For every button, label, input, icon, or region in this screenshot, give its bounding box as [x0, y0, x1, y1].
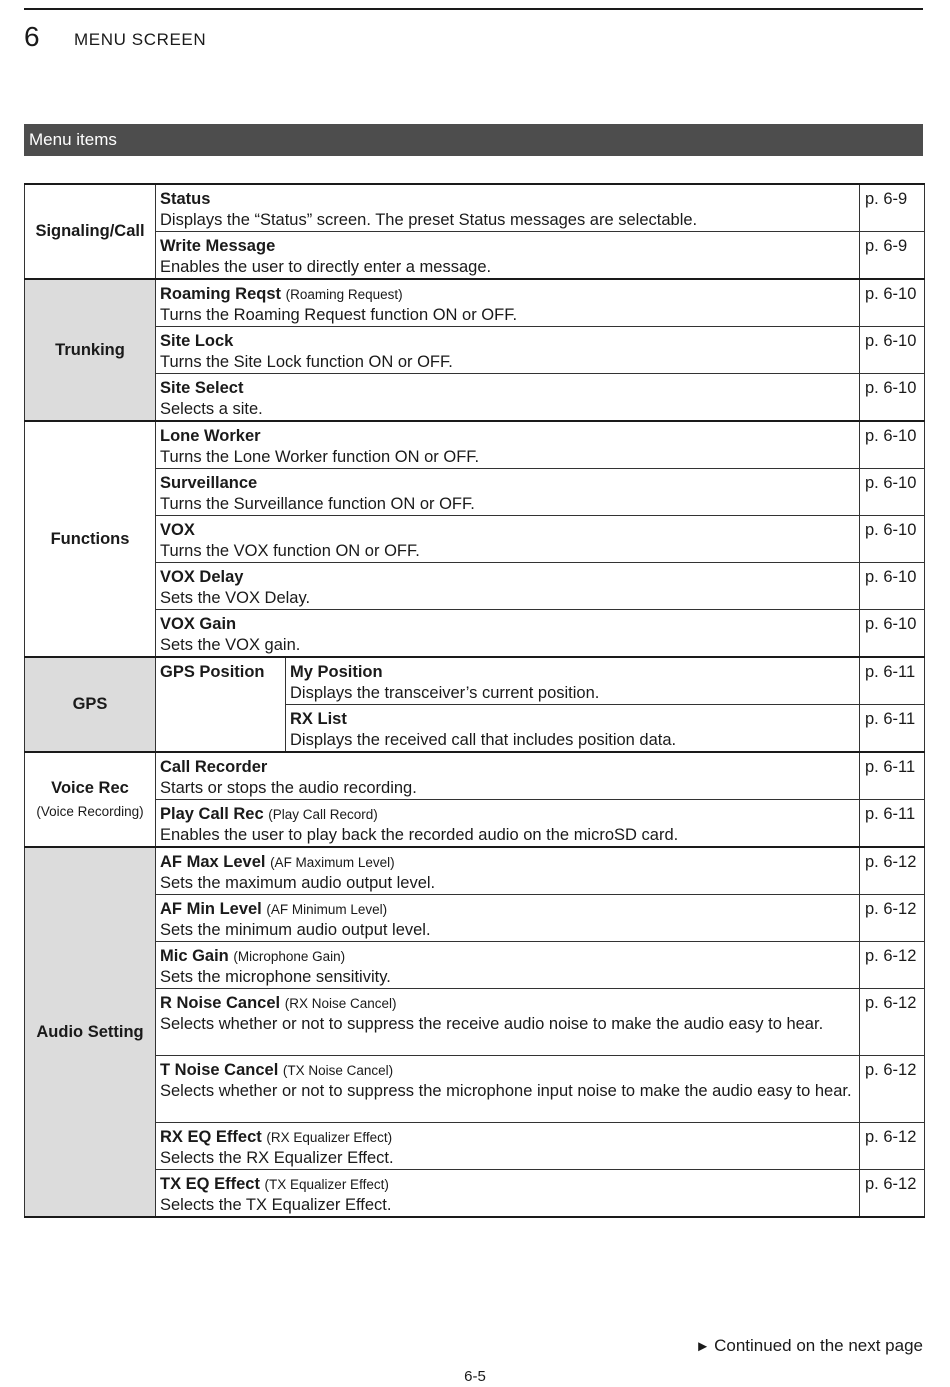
page-ref: p. 6-12: [860, 895, 925, 942]
menu-row: [25, 516, 925, 563]
page-ref: p. 6-10: [860, 327, 925, 374]
item-description: Turns the Lone Worker function ON or OFF.: [160, 448, 480, 466]
item-description: Sets the maximum audio output level.: [160, 874, 436, 892]
menu-row: [25, 942, 925, 989]
item-description: Sets the minimum audio output level.: [160, 921, 431, 939]
menu-item: [156, 1170, 860, 1218]
page-ref: p. 6-10: [860, 279, 925, 327]
menu-item: [156, 279, 860, 327]
item-description: Starts or stops the audio recording.: [160, 779, 417, 797]
item-note: (AF Minimum Level): [266, 902, 388, 917]
menu-row: [25, 989, 925, 1056]
section-title: Menu items: [24, 124, 923, 156]
menu-row: [25, 1170, 925, 1218]
item-note: (RX Noise Cancel): [284, 996, 397, 1011]
item-description: Enables the user to play back the recorded audio on the microSD card.: [160, 826, 679, 844]
item-name: VOX Delay: [160, 568, 244, 586]
item-description: Turns the VOX function ON or OFF.: [160, 542, 420, 560]
menu-item: [156, 421, 860, 469]
menu-item: [156, 847, 860, 895]
item-name: Lone Worker: [160, 427, 261, 445]
menu-item: [286, 705, 860, 753]
top-rule: [24, 8, 923, 10]
item-description: Turns the Surveillance function ON or OFF.: [160, 495, 475, 513]
item-description: Displays the received call that includes position data.: [290, 731, 677, 749]
item-description: Sets the VOX gain.: [160, 636, 301, 654]
item-note: (TX Equalizer Effect): [264, 1177, 389, 1192]
item-name: R Noise Cancel: [160, 994, 281, 1012]
item-description: Selects the TX Equalizer Effect.: [160, 1196, 392, 1214]
menu-item: [156, 800, 860, 848]
item-name: AF Max Level: [160, 853, 266, 871]
page-ref: p. 6-12: [860, 847, 925, 895]
page-ref: p. 6-11: [860, 657, 925, 705]
item-name: Play Call Rec: [160, 805, 264, 823]
item-description: Selects whether or not to suppress the microphone input noise to make the audio easy to hear.: [160, 1082, 852, 1100]
menu-item: [286, 657, 860, 705]
page-ref: p. 6-9: [860, 232, 925, 280]
group-label: Signaling/Call: [25, 184, 156, 279]
item-name: Surveillance: [160, 474, 258, 492]
group-label: Functions: [25, 421, 156, 657]
item-note: (RX Equalizer Effect): [266, 1130, 393, 1145]
page-ref: p. 6-11: [860, 752, 925, 800]
group-label: Voice Rec (Voice Recording): [25, 752, 156, 847]
group-label: Trunking: [25, 279, 156, 421]
page-ref: p. 6-9: [860, 184, 925, 232]
menu-row: [25, 1056, 925, 1123]
menu-items-table: [24, 183, 925, 1218]
item-name: RX EQ Effect: [160, 1128, 262, 1146]
menu-item: [156, 563, 860, 610]
group-signaling-call: [25, 184, 925, 279]
continued-note: ► Continued on the next page: [695, 1336, 923, 1355]
chapter-title: MENU SCREEN: [74, 30, 207, 49]
item-name: RX List: [290, 710, 347, 728]
menu-item: [156, 184, 860, 232]
item-name: Mic Gain: [160, 947, 229, 965]
item-description: Turns the Site Lock function ON or OFF.: [160, 353, 453, 371]
item-description: Turns the Roaming Request function ON or OFF.: [160, 306, 518, 324]
item-name: Call Recorder: [160, 758, 268, 776]
page-ref: p. 6-11: [860, 800, 925, 848]
item-name: VOX: [160, 521, 195, 539]
item-note: (Roaming Request): [285, 287, 403, 302]
menu-row: [25, 421, 925, 469]
menu-row: [25, 1123, 925, 1170]
group-note: (Voice Recording): [36, 803, 144, 819]
page-ref: p. 6-10: [860, 563, 925, 610]
page-ref: p. 6-12: [860, 942, 925, 989]
menu-row: [25, 657, 925, 705]
menu-item: [156, 516, 860, 563]
menu-item: [156, 989, 860, 1056]
page-ref: p. 6-12: [860, 1056, 925, 1123]
menu-row: [25, 279, 925, 327]
menu-row: [25, 469, 925, 516]
menu-row: [25, 752, 925, 800]
menu-item: [156, 327, 860, 374]
page-ref: p. 6-10: [860, 374, 925, 422]
page-ref: p. 6-12: [860, 989, 925, 1056]
menu-item: [156, 1056, 860, 1123]
menu-row: [25, 374, 925, 422]
menu-row: [25, 563, 925, 610]
page-ref: p. 6-10: [860, 610, 925, 658]
item-description: Selects a site.: [160, 400, 263, 418]
subgroup-label: GPS Position: [156, 657, 286, 752]
menu-item: [156, 469, 860, 516]
page-ref: p. 6-10: [860, 421, 925, 469]
item-name: Status: [160, 190, 211, 208]
menu-item: [156, 610, 860, 658]
group-voice-rec: [25, 752, 925, 847]
item-note: (TX Noise Cancel): [282, 1063, 394, 1078]
item-description: Selects whether or not to suppress the receive audio noise to make the audio easy to hear.: [160, 1015, 824, 1033]
menu-item: [156, 374, 860, 422]
item-description: Selects the RX Equalizer Effect.: [160, 1149, 394, 1167]
menu-row: [25, 327, 925, 374]
page-ref: p. 6-12: [860, 1123, 925, 1170]
group-trunking: [25, 279, 925, 421]
item-note: (Play Call Record): [268, 807, 378, 822]
item-name: AF Min Level: [160, 900, 262, 918]
group-gps: [25, 657, 925, 752]
page-number: 6-5: [464, 1368, 486, 1385]
group-functions: [25, 421, 925, 657]
item-name: My Position: [290, 663, 383, 681]
menu-item: [156, 752, 860, 800]
menu-row: [25, 895, 925, 942]
group-label: Audio Setting: [25, 847, 156, 1217]
item-name: TX EQ Effect: [160, 1175, 260, 1193]
item-description: Sets the microphone sensitivity.: [160, 968, 391, 986]
menu-item: [156, 1123, 860, 1170]
page-ref: p. 6-12: [860, 1170, 925, 1218]
menu-row: [25, 232, 925, 280]
menu-item: [156, 232, 860, 280]
menu-item: [156, 942, 860, 989]
item-note: (Microphone Gain): [233, 949, 346, 964]
page-ref: p. 6-11: [860, 705, 925, 753]
item-description: Enables the user to directly enter a message.: [160, 258, 492, 276]
item-name: Site Select: [160, 379, 244, 397]
menu-row: [25, 847, 925, 895]
item-name: Site Lock: [160, 332, 234, 350]
group-label: GPS: [25, 657, 156, 752]
item-name: VOX Gain: [160, 615, 237, 633]
item-name: Write Message: [160, 237, 276, 255]
menu-row: [25, 184, 925, 232]
item-name: Roaming Reqst: [160, 285, 282, 303]
item-note: (AF Maximum Level): [270, 855, 395, 870]
right-triangle-icon: ►: [695, 1338, 711, 1355]
item-description: Sets the VOX Delay.: [160, 589, 311, 607]
menu-row: [25, 800, 925, 848]
page-ref: p. 6-10: [860, 469, 925, 516]
page-ref: p. 6-10: [860, 516, 925, 563]
item-description: Displays the “Status” screen. The preset Status messages are selectable.: [160, 211, 698, 229]
menu-row: [25, 610, 925, 658]
chapter-number: 6: [24, 21, 40, 52]
item-name: T Noise Cancel: [160, 1061, 279, 1079]
menu-item: [156, 895, 860, 942]
item-description: Displays the transceiver’s current position.: [290, 684, 600, 702]
group-audio-setting: [25, 847, 925, 1217]
